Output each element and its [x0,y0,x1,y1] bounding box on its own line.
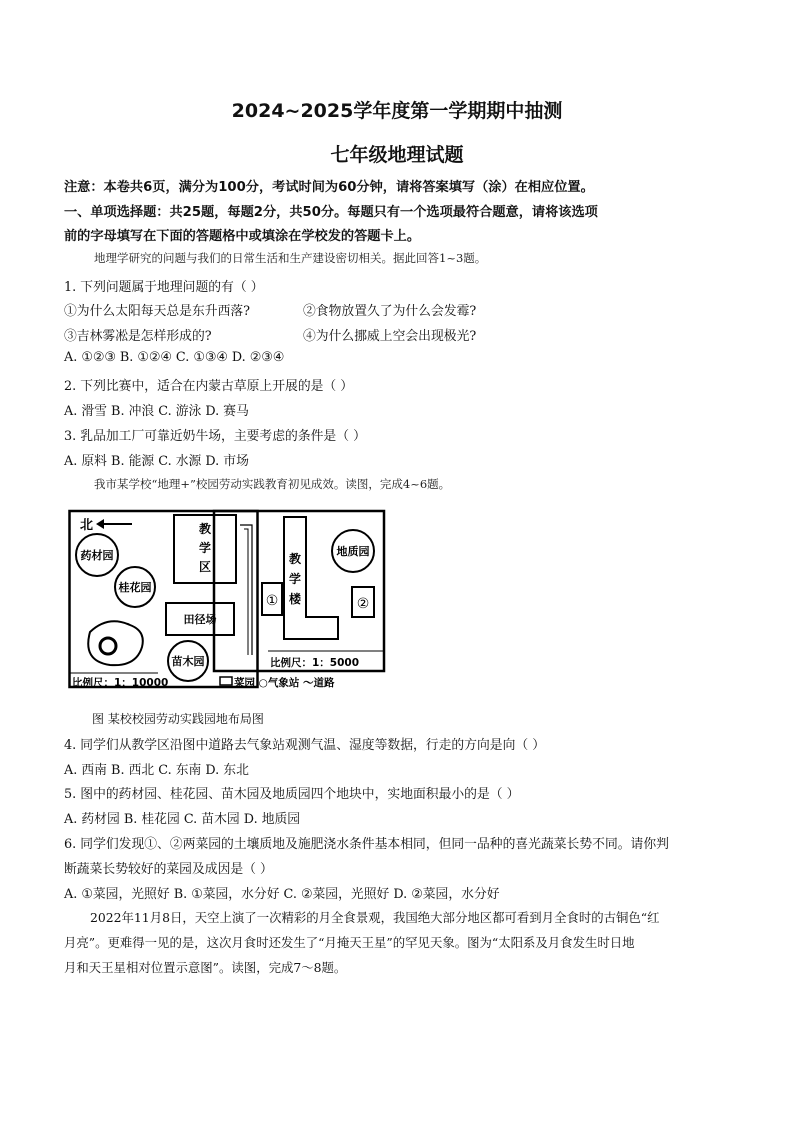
teaching-zone-char-2: 学 [198,541,212,555]
q5-stem: 5. 图中的药材园、桂花园、苗木园及地质园四个地块中，实地面积最小的是（ ） [64,787,520,802]
q5-choices: A. 药材园 B. 桂花园 C. 苗木园 D. 地质园 [64,812,301,827]
scale-right-label: 比例尺：1：5000 [270,657,360,669]
q1-option-2: ②食物放置久了为什么会发霉? [303,304,477,319]
nursery-label: 苗木园 [171,655,205,668]
vegetable-plot-2-label: ② [356,596,370,612]
map-caption: 图 某校校园劳动实践园地布局图 [92,712,264,726]
q1-choices: A. ①②③ B. ①②④ C. ①③④ D. ②③④ [64,350,285,365]
legend-plot-icon [220,677,232,685]
intro-1-3: 地理学研究的问题与我们的日常生活和生产建设密切相关。据此回答1~3题。 [94,251,487,265]
exam-subtitle: 七年级地理试题 [330,144,464,166]
intro-7-8-line-1: 2022年11月8日，天空上演了一次精彩的月全食景观，我国绝大部分地区都可看到月全食时的古铜色“红 [90,910,660,925]
teaching-zone-char-1: 教 [198,522,212,536]
intro-7-8-line-2: 月亮”。更难得一见的是，这次月食时还发生了“月掩天王星”的罕见天象。图为“太阳系及月食发生时日地 [64,935,635,950]
q6-stem-line-2: 断蔬菜长势较好的菜园及成因是（ ） [64,862,273,877]
campus-map [68,507,386,690]
q2-choices: A. 滑雪 B. 冲浪 C. 游泳 D. 赛马 [64,404,249,419]
road-inner [244,529,248,655]
q1-option-4: ④为什么挪威上空会出现极光? [303,329,477,344]
track-field-label: 田径场 [183,613,217,626]
q2-stem: 2. 下列比赛中，适合在内蒙古草原上开展的是（ ） [64,379,354,394]
q1-stem: 1. 下列问题属于地理问题的有（ ） [64,280,264,295]
teaching-building-char-2: 学 [288,572,302,586]
q6-stem-line-1: 6. 同学们发现①、②两菜园的土壤质地及施肥浇水条件基本相同，但同一品种的喜光蔬菜长势不同。请你判 [64,837,669,852]
exam-title: 2024~2025学年度第一学期期中抽测 [231,100,563,122]
herb-garden-label: 药材园 [80,549,114,562]
road-outer [240,525,252,655]
intro-7-8-line-3: 月和天王星相对位置示意图”。读图，完成7～8题。 [64,960,347,975]
vegetable-plot-1-label: ① [265,593,279,609]
q3-choices: A. 原料 B. 能源 C. 水源 D. 市场 [64,454,249,469]
q1-option-3: ③吉林雾凇是怎样形成的? [64,329,212,344]
weather-station-icon [100,638,116,654]
teaching-building-char-1: 教 [288,552,302,566]
intro-4-6: 我市某学校“地理+”校园劳动实践教育初见成效。读图，完成4~6题。 [94,477,451,491]
q1-option-1: ①为什么太阳每天总是东升西落? [64,304,251,319]
scale-left-label: 比例尺：1：10000 [72,677,169,689]
q6-choices: A. ①菜园，光照好 B. ①菜园，水分好 C. ②菜园，光照好 D. ②菜园，水分好 [64,887,500,902]
legend-label: 菜园 ○气象站 ～道路 [234,677,335,689]
teaching-zone-char-3: 区 [198,560,212,574]
north-label: 北 [80,518,94,533]
section-instruction-2: 前的字母填写在下面的答题格中或填涂在学校发的答题卡上。 [64,229,421,244]
geology-garden-label: 地质园 [336,545,370,558]
notice: 注意：本卷共6页，满分为100分，考试时间为60分钟，请将答案填写（涂）在相应位置。 [64,180,594,195]
teaching-building-char-3: 楼 [288,592,302,606]
osmanthus-garden-label: 桂花园 [118,581,152,594]
q3-stem: 3. 乳品加工厂可靠近奶牛场，主要考虑的条件是（ ） [64,429,366,444]
q4-choices: A. 西南 B. 西北 C. 东南 D. 东北 [64,763,249,778]
north-arrow-icon [96,519,104,529]
q4-stem: 4. 同学们从教学区沿图中道路去气象站观测气温、湿度等数据，行走的方向是向（ ） [64,738,546,753]
section-instruction-1: 一、单项选择题：共25题，每题2分，共50分。每题只有一个选项最符合题意，请将该选项 [64,205,598,220]
